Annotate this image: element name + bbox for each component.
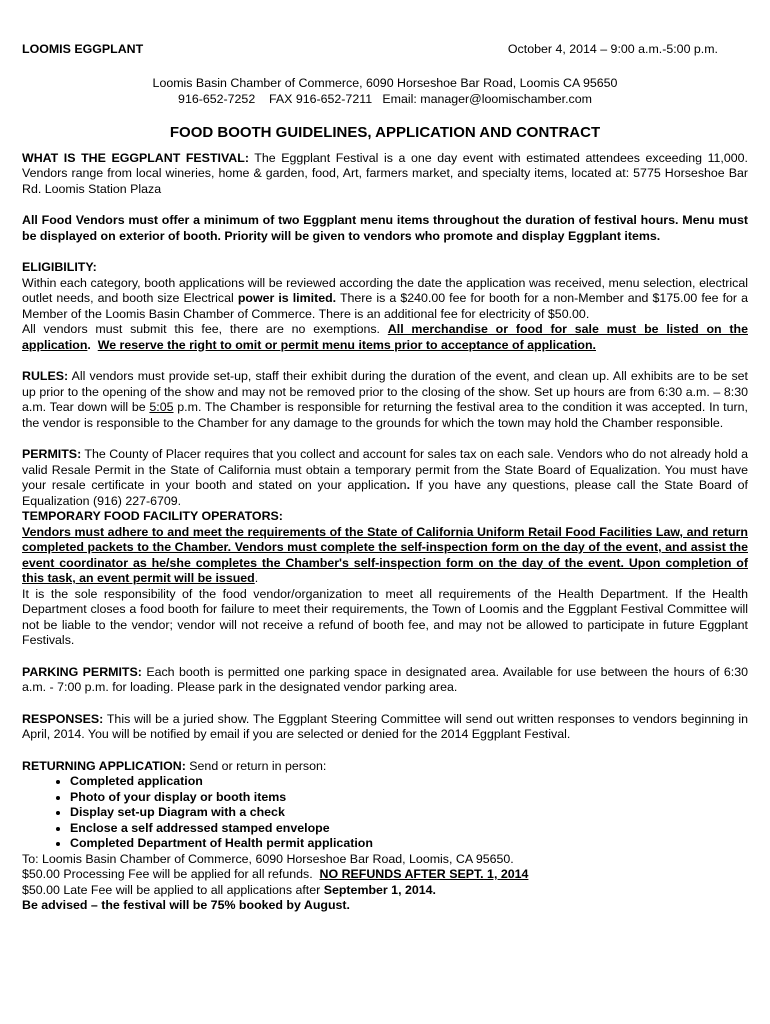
- list-item: • Completed Department of Health permit application: [70, 836, 748, 852]
- chamber-address: Loomis Basin Chamber of Commerce, 6090 Horseshoe Bar Road, Loomis CA 95650: [152, 76, 618, 90]
- what-text: The Eggplant Festival is a one day event with estimated attendees exceeding 11,000. Vendors range from local wineries, home & garden, food, Art, farmers market, and specialty items, located at: 5775 Horseshoe Bar Rd. Loomis Station Plaza: [22, 150, 748, 196]
- parking-label: PARKING PERMITS:: [22, 664, 142, 679]
- parking-text: Each booth is permitted one parking space in designated area. Available for use between the hours of 6:30 a.m. - 7:00 p.m. for loading. Please park in the designated vendor parking area.: [22, 664, 748, 694]
- section-temp-food: [22, 509, 748, 649]
- rules-text1: All vendors must provide set-up, staff their exhibit during the duration of the event, and clean up. All exhibits are to be set up prior to the opening of the show and may not be removed prior to the closing of the show. Set up hours are from 6:30 a.m. – 8:30 a.m. Tear down will be: [22, 369, 748, 414]
- event-date: October 4, 2014 – 9:00 a.m.-5:00 p.m.: [507, 42, 718, 56]
- temp-food-dot: .: [254, 571, 259, 585]
- permits-text2: If you have any questions, please call the State Board of Equalization (916) 227-6709.: [22, 478, 748, 508]
- section-permits: [22, 447, 748, 509]
- returning-to: To: Loomis Basin Chamber of Commerce, 6090 Horseshoe Bar Road, Loomis, CA 95650.: [22, 851, 514, 866]
- rules-time: 5:05: [149, 400, 174, 414]
- section-rules: [22, 369, 748, 431]
- late-text: $50.00 Late Fee will be applied to all applications after: [22, 882, 324, 897]
- rules-label: RULES:: [22, 369, 69, 383]
- advised-text: Be advised – the festival will be 75% booked by August.: [22, 898, 350, 912]
- eligibility-bold: power is limited.: [237, 291, 337, 305]
- temp-food-underlined: Vendors must adhere to and meet the requirements of the State of California Uniform Retail Food Facilities Law, and return completed packets to the Chamber. Vendors must complete the self-inspection form on the day of the event, and assist the event coordinator as he/she completes the Chamber's self-inspection form on the day of the event. Upon completion of this task, an event permit will be issued: [22, 524, 748, 585]
- responses-text: This will be a juried show. The Eggplant Steering Committee will send out written responses to vendors beginning in April, 2014. You will be notified by email if you are selected or denied for the 2014 Eggplant Festival.: [22, 711, 748, 741]
- page-title: FOOD BOOTH GUIDELINES, APPLICATION AND CONTRACT: [169, 124, 601, 141]
- late-line: [22, 883, 748, 899]
- rules-text2: p.m. The Chamber is responsible for returning the festival area to the condition it was accepted. In turn, the vendor is responsible to the Chamber for any damage to the grounds for which the town may hold the Chamber responsible.: [22, 400, 748, 430]
- temp-food-label: TEMPORARY FOOD FACILITY OPERATORS:: [22, 509, 283, 523]
- section-responses: [22, 712, 748, 743]
- permits-text1: The County of Placer requires that you collect and account for sales tax on each sale. Vendors who do not already hold a valid Resale Permit in the State of California must obtain a temporary permit from the State Board of Equalization. You must have your resale certificate in your booth and stated on your application: [22, 447, 748, 492]
- eligibility-under1: All merchandise or food for sale must be listed on the application: [22, 322, 748, 352]
- advised-line: [22, 898, 748, 914]
- section-what: [22, 151, 748, 198]
- food-vendors-text: All Food Vendors must offer a minimum of two Eggplant menu items throughout the duration of festival hours. Menu must be displayed on exterior of booth. Priority will be given to vendors who promote and display Eggplant items.: [22, 213, 748, 243]
- section-returning: [22, 759, 748, 914]
- list-item: • Photo of your display or booth items: [70, 790, 748, 806]
- section-parking: [22, 665, 748, 696]
- no-refunds-text: NO REFUNDS AFTER SEPT. 1, 2014: [319, 867, 529, 881]
- section-eligibility: [22, 260, 748, 353]
- responses-label: RESPONSES:: [22, 711, 104, 726]
- processing-text: $50.00 Processing Fee will be applied for all refunds.: [22, 867, 320, 881]
- eligibility-text2: There is a $240.00 fee for booth for a non-Member and $175.00 fee for a Member of the Loomis Basin Chamber of Commerce. There is an additional fee for electricity of $50.00.: [22, 291, 748, 321]
- temp-food-text: It is the sole responsibility of the food vendor/organization to meet all requirements of the Health Department. If the Health Department closes a food booth for failure to meet their requirements, the Town of Loomis and the Eggplant Festival Committee will not be liable to the vendor; vendor will not receive a refund of booth fee, and may not be allowed to participate in future Eggplant Festivals.: [22, 586, 748, 647]
- header-row: [22, 42, 748, 58]
- org-name: LOOMIS EGGPLANT: [22, 42, 144, 56]
- processing-line: [22, 867, 748, 883]
- list-item: • Completed application: [70, 774, 748, 790]
- returning-list: [22, 774, 748, 852]
- permits-label: PERMITS:: [22, 447, 82, 461]
- eligibility-label: ELIGIBILITY:: [22, 260, 97, 274]
- list-item: • Display set-up Diagram with a check: [70, 805, 748, 821]
- returning-text: Send or return in person:: [185, 758, 327, 773]
- section-food-vendors: [22, 213, 748, 244]
- eligibility-dot: .: [87, 337, 98, 352]
- eligibility-text3: All vendors must submit this fee, there are no exemptions.: [22, 322, 388, 336]
- late-date: September 1, 2014.: [323, 882, 436, 897]
- chamber-contact: 916-652-7252 FAX 916-652-7211 Email: manager@loomischamber.com: [178, 91, 592, 106]
- what-label: WHAT IS THE EGGPLANT FESTIVAL:: [22, 150, 249, 165]
- permits-dot: .: [406, 478, 411, 492]
- list-item: • Enclose a self addressed stamped envelope: [70, 821, 748, 837]
- eligibility-under2: We reserve the right to omit or permit menu items prior to acceptance of application.: [97, 337, 596, 352]
- returning-label: RETURNING APPLICATION:: [22, 758, 186, 773]
- eligibility-text1: Within each category, booth applications will be reviewed according the date the application was received, menu selection, electrical outlet needs, and booth size Electrical: [22, 275, 748, 305]
